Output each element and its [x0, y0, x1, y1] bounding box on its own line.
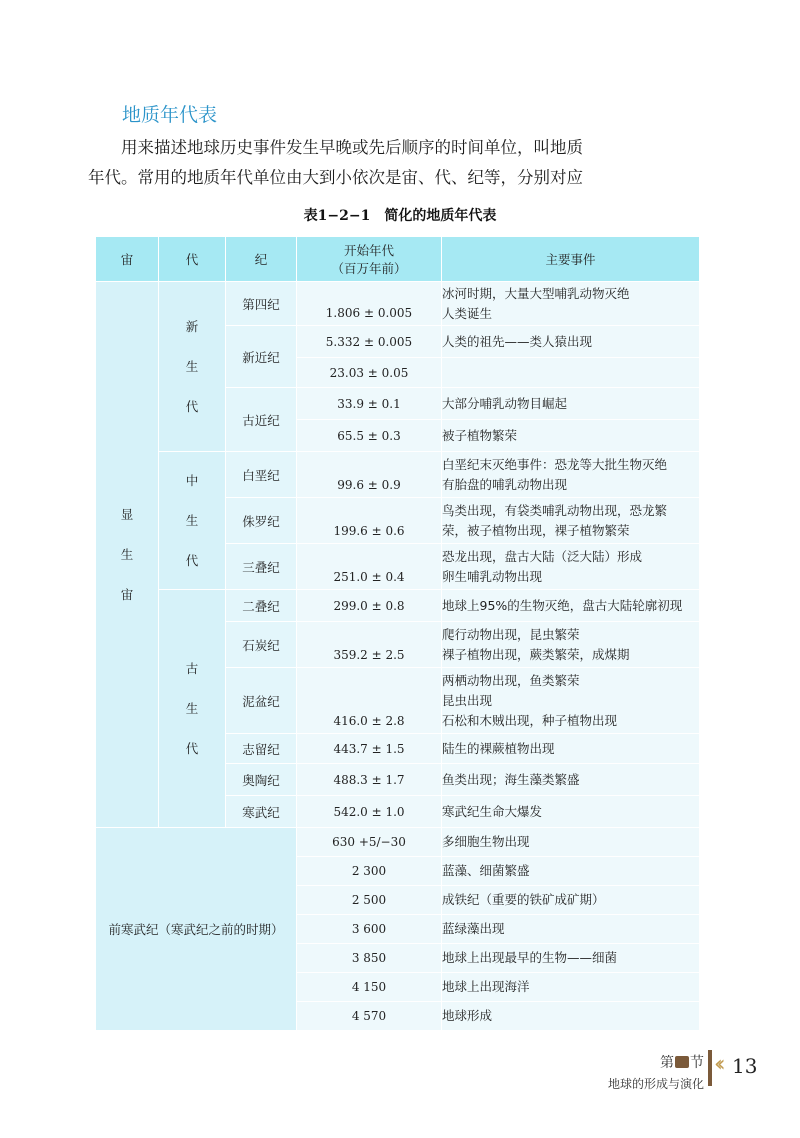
- header-eon: 宙: [96, 237, 159, 282]
- period-quaternary: 第四纪: [226, 282, 297, 326]
- table-header-row: [96, 237, 700, 282]
- events: 恐龙出现，盘古大陆（泛大陆）形成 卵生哺乳动物出现: [442, 544, 700, 590]
- header-period: 纪: [226, 237, 297, 282]
- start-time: 99.6 ± 0.9: [297, 452, 442, 498]
- page-footer: [608, 1052, 704, 1092]
- period-permian: 二叠纪: [226, 590, 297, 622]
- table-row: [96, 590, 700, 622]
- period-triassic: 三叠纪: [226, 544, 297, 590]
- section-title: 地质年代表: [122, 104, 218, 126]
- paragraph-line-2: 年代。常用的地质年代单位由大到小依次是宙、代、纪等，分别对应: [88, 168, 583, 187]
- events: 大部分哺乳动物目崛起: [442, 388, 700, 420]
- page-number: 13: [732, 1054, 758, 1078]
- events: 蓝绿藻出现: [442, 915, 700, 944]
- table-row: [96, 452, 700, 498]
- table-caption: [0, 205, 800, 225]
- events: 地球形成: [442, 1002, 700, 1031]
- start-time: 5.332 ± 0.005: [297, 326, 442, 358]
- table-number: 表1−2−1: [303, 208, 371, 224]
- events: 白垩纪末灭绝事件：恐龙等大批生物灭绝 有胎盘的哺乳动物出现: [442, 452, 700, 498]
- events: 被子植物繁荣: [442, 420, 700, 452]
- period-devonian: 泥盆纪: [226, 668, 297, 734]
- period-cretaceous: 白垩纪: [226, 452, 297, 498]
- eon-phanerozoic: 显 生 宙: [96, 282, 159, 828]
- events: 多细胞生物出现: [442, 828, 700, 857]
- intro-paragraph: [88, 133, 618, 193]
- start-time: 542.0 ± 1.0: [297, 796, 442, 828]
- start-time: 4 150: [297, 973, 442, 1002]
- header-start-line1: 开始年代: [343, 243, 394, 258]
- table-row: [96, 282, 700, 326]
- start-time: 199.6 ± 0.6: [297, 498, 442, 544]
- events: 鱼类出现；海生藻类繁盛: [442, 764, 700, 796]
- events: 地球上95%的生物灭绝，盘古大陆轮廓初现: [442, 590, 700, 622]
- start-time: 33.9 ± 0.1: [297, 388, 442, 420]
- start-time: 630 +5/−30: [297, 828, 442, 857]
- period-ordovician: 奥陶纪: [226, 764, 297, 796]
- start-time: 65.5 ± 0.3: [297, 420, 442, 452]
- paragraph-line-1: 用来描述地球历史事件发生早晚或先后顺序的时间单位，叫地质: [121, 138, 583, 157]
- events: 两栖动物出现，鱼类繁荣 昆虫出现 石松和木贼出现，种子植物出现: [442, 668, 700, 734]
- double-chevron-left-icon: ‹‹: [714, 1052, 720, 1077]
- header-era: 代: [159, 237, 226, 282]
- start-time: 3 600: [297, 915, 442, 944]
- eon-precambrian: 前寒武纪（寒武纪之前的时期）: [96, 828, 297, 1031]
- events: 蓝藻、细菌繁盛: [442, 857, 700, 886]
- events: 陆生的裸蕨植物出现: [442, 734, 700, 764]
- footer-divider: [708, 1050, 712, 1086]
- header-start-time: [297, 237, 442, 282]
- start-time: 3 850: [297, 944, 442, 973]
- period-carboniferous: 石炭纪: [226, 622, 297, 668]
- chapter-title: 地球的形成与演化: [607, 1077, 704, 1091]
- events: 地球上出现海洋: [442, 973, 700, 1002]
- period-cambrian: 寒武纪: [226, 796, 297, 828]
- section-number-block-icon: [675, 1056, 689, 1068]
- start-time: 488.3 ± 1.7: [297, 764, 442, 796]
- period-silurian: 志留纪: [226, 734, 297, 764]
- start-time: 2 500: [297, 886, 442, 915]
- events: 成铁纪（重要的铁矿成矿期）: [442, 886, 700, 915]
- table-title: 简化的地质年代表: [384, 208, 497, 224]
- period-jurassic: 侏罗纪: [226, 498, 297, 544]
- start-time: 4 570: [297, 1002, 442, 1031]
- events: 冰河时期，大量大型哺乳动物灭绝 人类诞生: [442, 282, 700, 326]
- period-paleogene: 古近纪: [226, 388, 297, 452]
- table-row: [96, 828, 700, 857]
- start-time: 443.7 ± 1.5: [297, 734, 442, 764]
- start-time: 299.0 ± 0.8: [297, 590, 442, 622]
- events: [442, 358, 700, 388]
- events: 寒武纪生命大爆发: [442, 796, 700, 828]
- section-marker: 第 节: [660, 1055, 704, 1071]
- start-time: 416.0 ± 2.8: [297, 668, 442, 734]
- events: 爬行动物出现，昆虫繁荣 裸子植物出现，蕨类繁荣，成煤期: [442, 622, 700, 668]
- geologic-time-table: [95, 236, 700, 1031]
- era-paleozoic: 古 生 代: [159, 590, 226, 828]
- start-time: 23.03 ± 0.05: [297, 358, 442, 388]
- header-start-line2: （百万年前）: [331, 261, 407, 276]
- events: 地球上出现最早的生物——细菌: [442, 944, 700, 973]
- header-events: 主要事件: [442, 237, 700, 282]
- start-time: 359.2 ± 2.5: [297, 622, 442, 668]
- events: 人类的祖先——类人猿出现: [442, 326, 700, 358]
- period-neogene: 新近纪: [226, 326, 297, 388]
- start-time: 2 300: [297, 857, 442, 886]
- era-mesozoic: 中 生 代: [159, 452, 226, 590]
- events: 鸟类出现，有袋类哺乳动物出现，恐龙繁 荣，被子植物出现，裸子植物繁荣: [442, 498, 700, 544]
- start-time: 251.0 ± 0.4: [297, 544, 442, 590]
- era-cenozoic: 新 生 代: [159, 282, 226, 452]
- start-time: 1.806 ± 0.005: [297, 282, 442, 326]
